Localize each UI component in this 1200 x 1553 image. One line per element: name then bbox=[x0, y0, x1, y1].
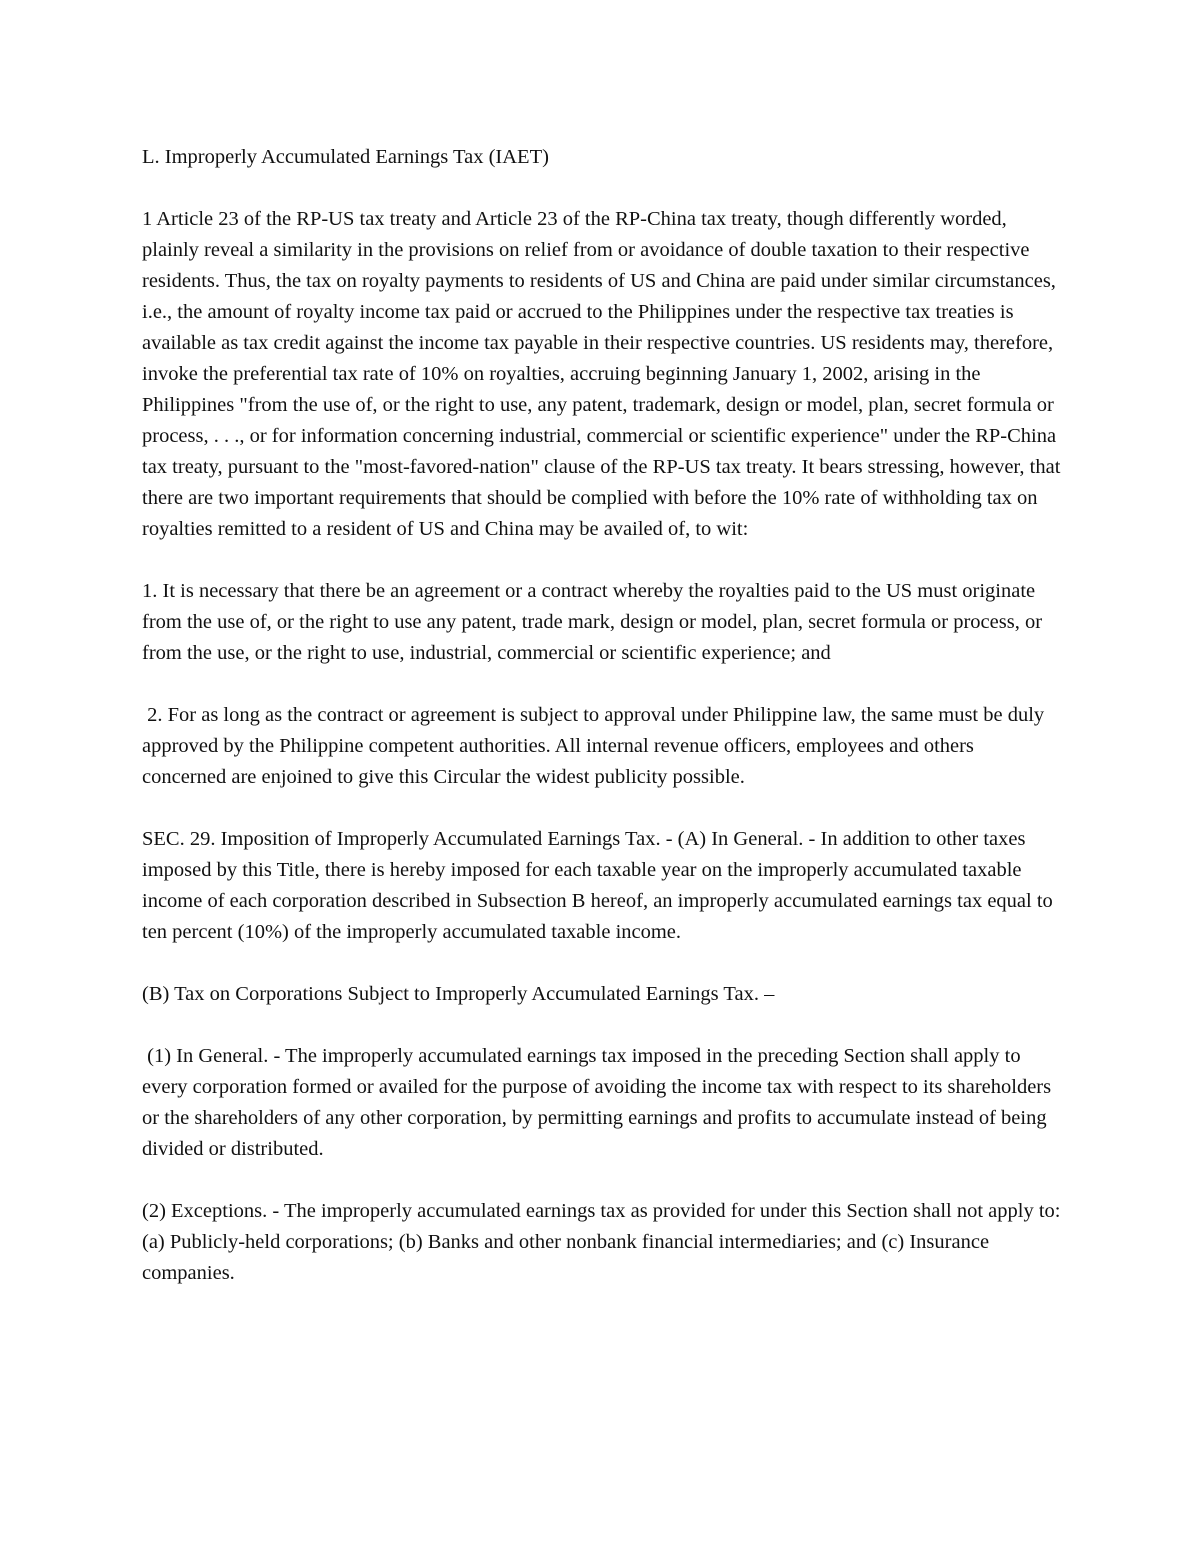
paragraph-sec-29-a: SEC. 29. Imposition of Improperly Accumulated Earnings Tax. - (A) In General. - In addition to other taxes imposed by this Title, there is hereby imposed for each taxable year on the improperly accumulated taxable income of each corporation described in Subsection B hereof, an improperly accumulated earnings tax equal to ten percent (10%) of the improperly accumulated taxable income. bbox=[142, 828, 1058, 943]
paragraph-sec-29-b-1: (1) In General. - The improperly accumulated earnings tax imposed in the preceding Section shall apply to every corporation formed or availed for the purpose of avoiding the income tax with respect to its shareholders or the shareholders of any other corporation, by permitting earnings and profits to accumulate instead of being divided or distributed. bbox=[142, 1045, 1057, 1160]
paragraph-requirement-1: 1. It is necessary that there be an agreement or a contract whereby the royalties paid to the US must originate from the use of, or the right to use any patent, trade mark, design or model, plan, secret formula or process, or from the use, or the right to use, industrial, commercial or scientific experience; and bbox=[142, 580, 1048, 664]
section-heading: L. Improperly Accumulated Earnings Tax (IAET) bbox=[142, 146, 549, 168]
document-body bbox=[142, 142, 1066, 1289]
paragraph-sec-29-b-heading: (B) Tax on Corporations Subject to Improperly Accumulated Earnings Tax. – bbox=[142, 983, 775, 1005]
paragraph-sec-29-b-2: (2) Exceptions. - The improperly accumulated earnings tax as provided for under this Section shall not apply to: (a) Publicly-held corporations; (b) Banks and other nonbank financial intermediaries; and (c) Insurance companies. bbox=[142, 1200, 1066, 1284]
paragraph-treaty-relief: 1 Article 23 of the RP-US tax treaty and Article 23 of the RP-China tax treaty, though differently worded, plainly reveal a similarity in the provisions on relief from or avoidance of double taxation to their respective residents. Thus, the tax on royalty payments to residents of US and China are paid under similar circumstances, i.e., the amount of royalty income tax paid or accrued to the Philippines under the respective tax treaties is available as tax credit against the income tax payable in their respective countries. US residents may, therefore, invoke the preferential tax rate of 10% on royalties, accruing beginning January 1, 2002, arising in the Philippines "from the use of, or the right to use, any patent, trademark, design or model, plan, secret formula or process, . . ., or for information concerning industrial, commercial or scientific experience" under the RP-China tax treaty, pursuant to the "most-favored-nation" clause of the RP-US tax treaty. It bears stressing, however, that there are two important requirements that should be complied with before the 10% rate of withholding tax on royalties remitted to a resident of US and China may be availed of, to wit: bbox=[142, 208, 1066, 540]
paragraph-requirement-2: 2. For as long as the contract or agreement is subject to approval under Philippine law, the same must be duly approved by the Philippine competent authorities. All internal revenue officers, employees and others concerned are enjoined to give this Circular the widest publicity possible. bbox=[142, 704, 1050, 788]
